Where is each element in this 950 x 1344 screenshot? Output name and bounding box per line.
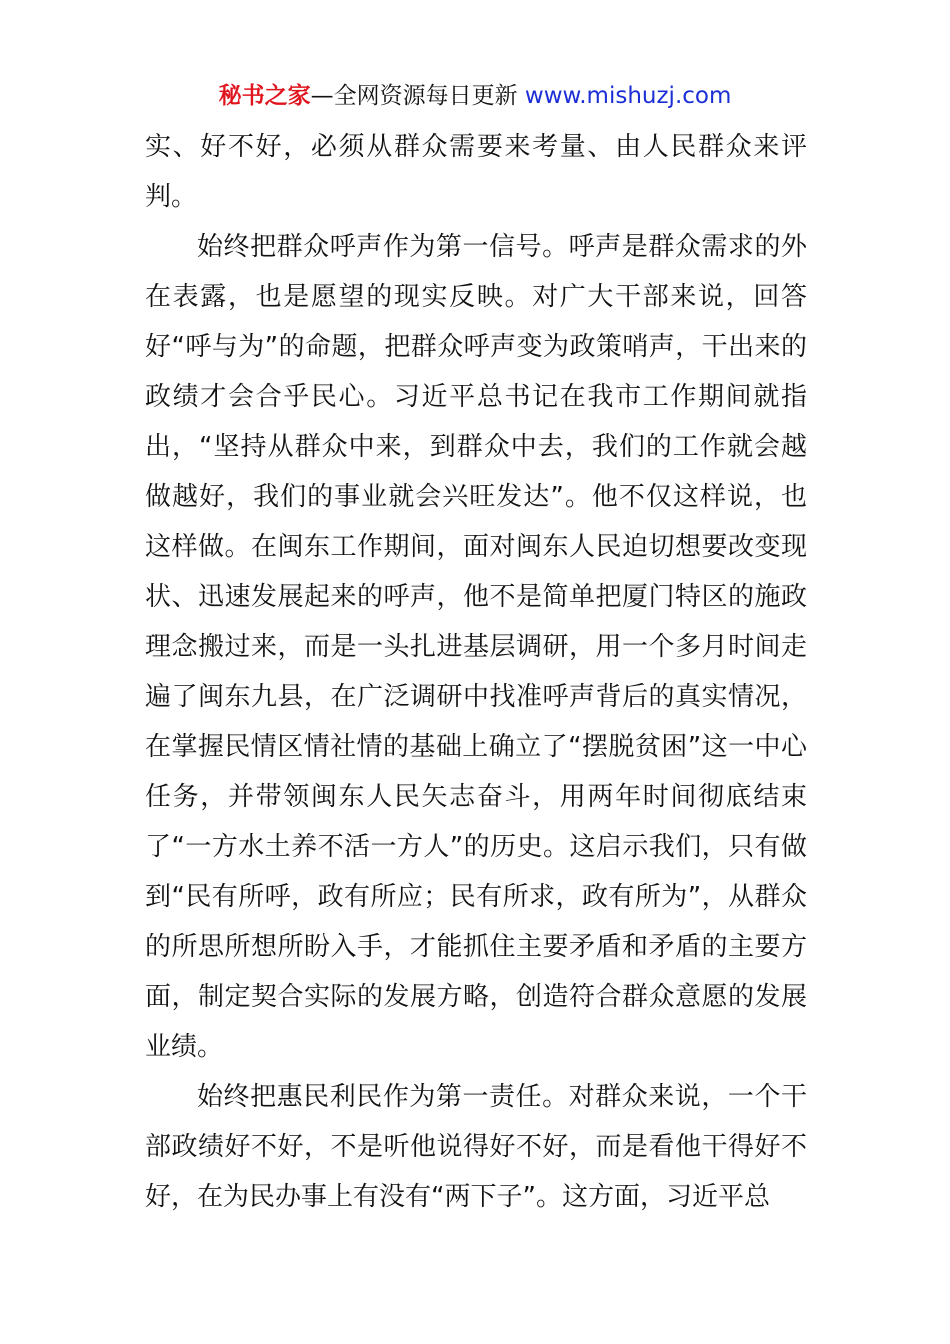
document-body	[145, 122, 807, 1222]
site-tagline: —全网资源每日更新	[310, 83, 518, 109]
site-url-link[interactable]: www.mishuzj.com	[524, 83, 732, 109]
site-header	[0, 80, 950, 112]
paragraph-group-voice: 始终把群众呼声作为第一信号。呼声是群众需求的外在表露，也是愿望的现实反映。对广大干部来说，回答好“呼与为”的命题，把群众呼声变为政策哨声，干出来的政绩才会合乎民心。习近平总书记在我市工作期间就指出，“坚持从群众中来，到群众中去，我们的工作就会越做越好，我们的事业就会兴旺发达”。他不仅这样说，也这样做。在闽东工作期间，面对闽东人民迫切想要改变现状、迅速发展起来的呼声，他不是简单把厦门特区的施政理念搬过来，而是一头扎进基层调研，用一个多月时间走遍了闽东九县，在广泛调研中找准呼声背后的真实情况，在掌握民情区情社情的基础上确立了“摆脱贫困”这一中心任务，并带领闽东人民矢志奋斗，用两年时间彻底结束了“一方水土养不活一方人”的历史。这启示我们，只有做到“民有所呼，政有所应；民有所求，政有所为”，从群众的所思所想所盼入手，才能抓住主要矛盾和矛盾的主要方面，制定契合实际的发展方略，创造符合群众意愿的发展业绩。	[145, 232, 807, 1062]
site-brand: 秘书之家	[218, 83, 311, 109]
paragraph-benefit-people: 始终把惠民利民作为第一责任。对群众来说，一个干部政绩好不好，不是听他说得好不好，而是看他干得好不好，在为民办事上有没有“两下子”。这方面，习近平总	[145, 1082, 807, 1212]
paragraph-continuation: 实、好不好，必须从群众需要来考量、由人民群众来评判。	[145, 132, 807, 212]
